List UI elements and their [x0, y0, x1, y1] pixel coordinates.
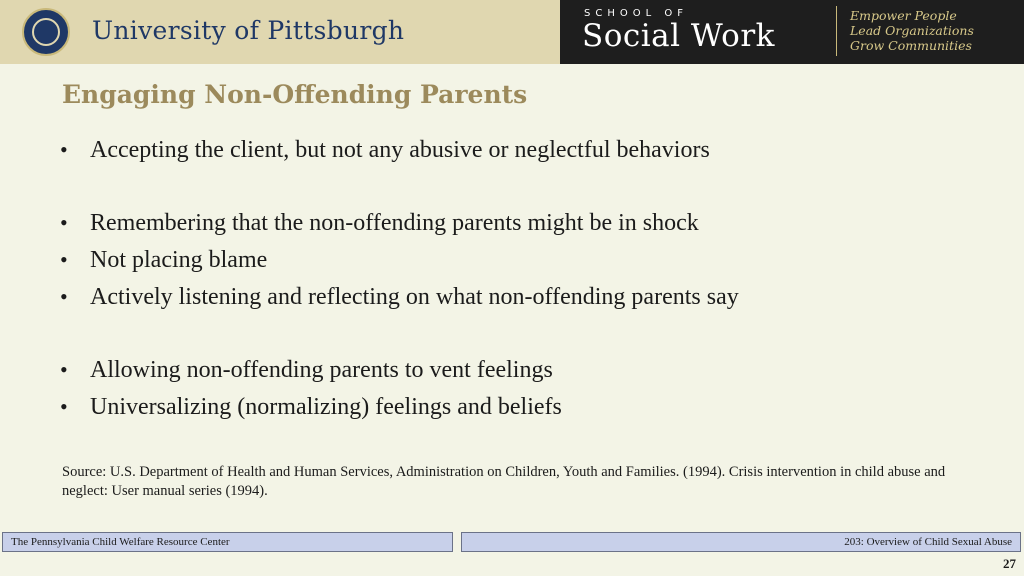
bullet-icon: • — [60, 284, 68, 309]
tagline-2: Lead Organizations — [850, 23, 974, 38]
footer-organization: The Pennsylvania Child Welfare Resource Center — [2, 532, 453, 552]
university-name: University of Pittsburgh — [92, 16, 405, 45]
tagline-3: Grow Communities — [850, 38, 972, 53]
header-divider — [836, 6, 837, 56]
bullet-icon: • — [60, 357, 68, 382]
bullet-icon: • — [60, 394, 68, 419]
page-number: 27 — [1003, 556, 1016, 571]
header-banner — [0, 0, 1024, 64]
school-banner — [560, 0, 1024, 64]
bullet-icon: • — [60, 137, 68, 162]
university-seal-icon — [22, 8, 70, 56]
social-work-label: Social Work — [582, 18, 775, 54]
footer-course: 203: Overview of Child Sexual Abuse — [461, 532, 1021, 552]
bullet-icon: • — [60, 247, 68, 272]
slide-title: Engaging Non-Offending Parents — [62, 80, 528, 109]
bullet-icon: • — [60, 210, 68, 235]
source-citation: Source: U.S. Department of Health and Human Services, Administration on Children, Youth and Families. (1994). Crisis intervention in child abuse and neglect: User manual series (1994). — [62, 464, 946, 499]
taglines — [850, 8, 974, 53]
university-banner — [0, 0, 560, 64]
school-of-label: SCHOOL OF — [584, 8, 688, 19]
tagline-1: Empower People — [850, 8, 957, 23]
